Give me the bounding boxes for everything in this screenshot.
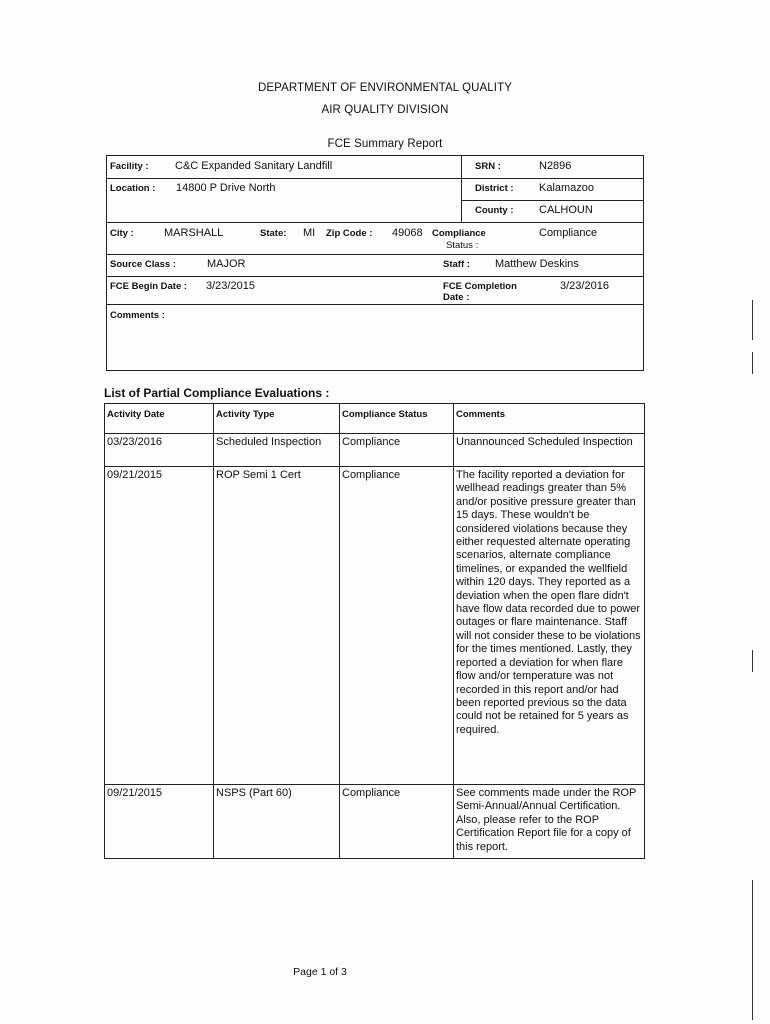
activity-date: 09/21/2015 bbox=[105, 785, 214, 859]
location-value: 14800 P Drive North bbox=[176, 182, 276, 194]
completion-date-value: 3/23/2016 bbox=[560, 280, 609, 292]
col-compliance-status: Compliance Status bbox=[340, 404, 454, 434]
page-number: Page 1 of 3 bbox=[293, 966, 347, 978]
compliance-status-label-2: Status : bbox=[446, 240, 479, 251]
completion-date-label: FCE Completion bbox=[443, 281, 517, 292]
scan-edge-mark bbox=[752, 880, 753, 1020]
activity-date: 03/23/2016 bbox=[105, 434, 214, 467]
zip-label: Zip Code : bbox=[326, 228, 373, 239]
activity-type: ROP Semi 1 Cert bbox=[214, 467, 340, 785]
col-comments: Comments bbox=[454, 404, 645, 434]
rule-city bbox=[106, 254, 644, 255]
begin-date-label: FCE Begin Date : bbox=[110, 281, 188, 292]
pce-list-title: List of Partial Compliance Evaluations : bbox=[104, 386, 330, 400]
begin-date-value: 3/23/2015 bbox=[206, 280, 255, 292]
comments: Unannounced Scheduled Inspection bbox=[454, 434, 645, 467]
comments: The facility reported a deviation for wellhead readings greater than 5% and/or positive pressure greater than 15 days. These wouldn't be considered violations because they either requested alternate operating scenarios, alternate compliance timelines, or expanded the wellfield within 120 days. They reported as a deviation when the open flare didn't have flow data recorded due to power outages or flare maintenance. Staff will not consider these to be violations for the times mentioned. Lastly, they reported a deviation for when flare flow and/or temperature was not recorded in this report and/or had been reported previous so the data could not be retained for 5 years as required. bbox=[454, 467, 645, 785]
pce-table bbox=[104, 403, 645, 859]
district-label: District : bbox=[475, 183, 514, 194]
activity-date: 09/21/2015 bbox=[105, 467, 214, 785]
report-title: FCE Summary Report bbox=[327, 138, 443, 150]
completion-date-label-2: Date : bbox=[443, 292, 470, 303]
department-heading: DEPARTMENT OF ENVIRONMENTAL QUALITY bbox=[258, 82, 512, 94]
district-value: Kalamazoo bbox=[539, 182, 595, 194]
division-heading: AIR QUALITY DIVISION bbox=[321, 104, 449, 116]
col-activity-type: Activity Type bbox=[214, 404, 340, 434]
rule-source bbox=[106, 276, 644, 277]
activity-type: Scheduled Inspection bbox=[214, 434, 340, 467]
facility-label: Facility : bbox=[110, 161, 149, 172]
zip-value: 49068 bbox=[392, 227, 423, 239]
county-value: CALHOUN bbox=[539, 204, 593, 216]
compliance-status: Compliance bbox=[340, 785, 454, 859]
scan-edge-mark bbox=[752, 300, 753, 340]
comments: See comments made under the ROP Semi-Annual/Annual Certification. Also, please refer to the ROP Certification Report file for a copy of this report. bbox=[454, 785, 645, 859]
comments-label: Comments : bbox=[110, 310, 165, 321]
srn-label: SRN : bbox=[475, 161, 501, 172]
city-value: MARSHALL bbox=[164, 227, 224, 239]
compliance-status-value: Compliance bbox=[539, 227, 598, 239]
state-value: MI bbox=[303, 227, 316, 239]
source-class-value: MAJOR bbox=[207, 258, 246, 270]
staff-label: Staff : bbox=[443, 259, 470, 270]
compliance-status: Compliance bbox=[340, 434, 454, 467]
srn-value: N2896 bbox=[539, 160, 572, 172]
source-class-label: Source Class : bbox=[110, 259, 176, 270]
facility-name: C&C Expanded Sanitary Landfill bbox=[175, 160, 333, 172]
staff-value: Matthew Deskins bbox=[495, 258, 579, 270]
col-activity-date: Activity Date bbox=[105, 404, 214, 434]
scan-edge-mark bbox=[752, 650, 753, 672]
rule-facility bbox=[106, 178, 644, 179]
table-row bbox=[105, 785, 645, 859]
rule-location-right bbox=[461, 200, 644, 201]
county-label: County : bbox=[475, 205, 514, 216]
activity-type: NSPS (Part 60) bbox=[214, 785, 340, 859]
city-label: City : bbox=[110, 228, 134, 239]
rule-right-column bbox=[461, 155, 462, 222]
location-label: Location : bbox=[110, 183, 156, 194]
scan-edge-mark bbox=[752, 352, 753, 374]
rule-county bbox=[106, 222, 644, 223]
state-label: State: bbox=[260, 228, 287, 239]
table-row bbox=[105, 434, 645, 467]
compliance-status: Compliance bbox=[340, 467, 454, 785]
rule-begin bbox=[106, 304, 644, 305]
pce-header-row bbox=[105, 404, 645, 434]
compliance-status-label: Compliance bbox=[432, 228, 486, 239]
table-row bbox=[105, 467, 645, 785]
